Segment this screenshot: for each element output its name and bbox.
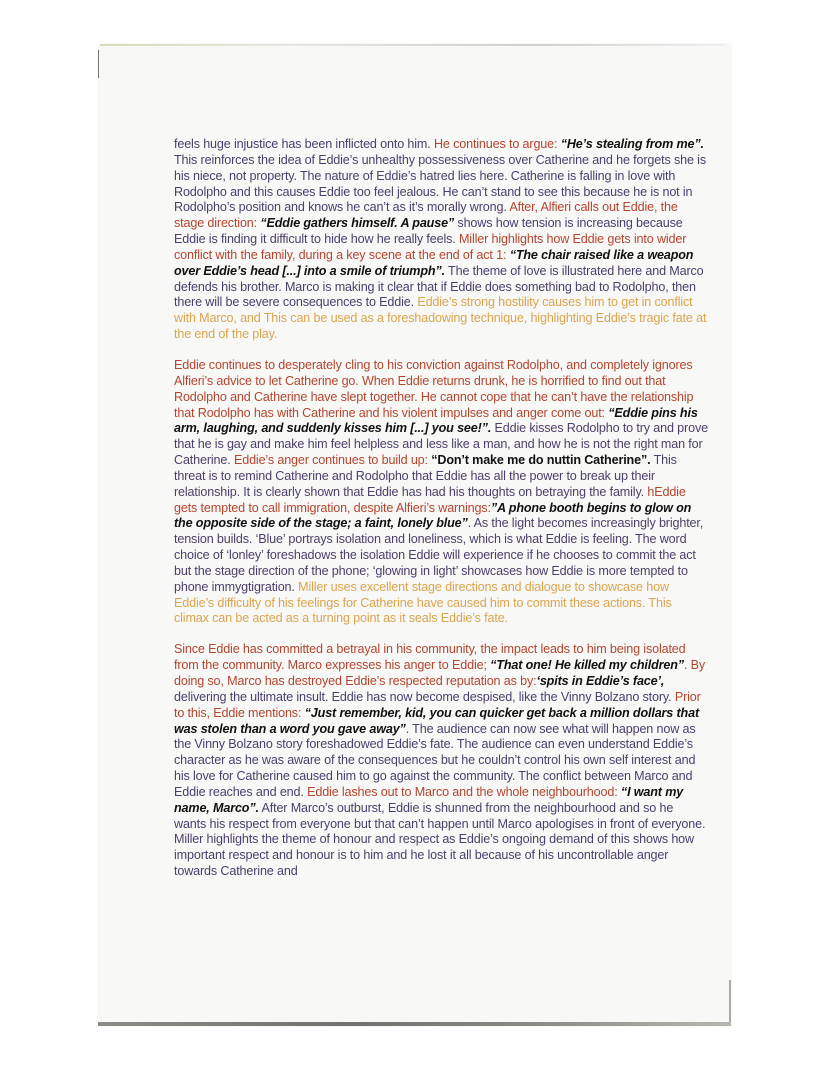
text-analysis-point: hEddie gets tempted to call immigration, despite Alfieri’s warnings: <box>174 484 686 515</box>
text-evaluation: Miller uses excellent stage directions and dialogue to showcase how Eddie’s difficulty of his feelings for Catherine have caused him to commit these actions. This climax can be acted as a turning point as it seals Eddie’s fate. <box>174 579 672 626</box>
text-quote: “The chair raised like a weapon over Eddie’s head [...] into a smile of triumph”. <box>174 247 694 278</box>
text-quote: “That one! He killed my children” <box>490 658 684 673</box>
text-quote: “Just remember, kid, you can quicker get back a million dollars that was stolen than a word you gave away” <box>174 705 699 736</box>
text-body: The theme of love is illustrated here and Marco defends his brother. Marco is making it clear that if Eddie does something bad to Rodolpho, then there will be severe consequences to Eddie. <box>174 263 704 310</box>
paragraph-1 <box>174 137 708 343</box>
text-body: This reinforces the idea of Eddie’s unhealthy possessiveness over Catherine and he forgets she is his niece, not property. The nature of Eddie’s hatred lies here. Catherine is falling in love with Rodolpho and this causes Eddie too feel jealous. He can’t stand to see this because he is not in Rodolpho’s position and knows he can’t as it’s morally wrong. <box>174 152 706 215</box>
text-quote: ”A phone booth begins to glow on the opposite side of the stage; a faint, lonely blue” <box>174 500 692 531</box>
text-quote: ‘spits in Eddie’s face’, <box>536 674 665 688</box>
paper-right-edge <box>729 980 731 1026</box>
text-body: After Marco’s outburst, Eddie is shunned from the neighbourhood and so he wants his respect from everyone but that can’t happen until Marco apologises in front of everyone. Miller highlights the theme of honour and respect as Eddie’s ongoing demand of this shows how important respect and honour is to him and he lost it all because of his uncontrollable anger towards Catherine and <box>174 800 706 879</box>
text-analysis-point: Eddie’s anger continues to build up: <box>233 453 432 468</box>
paper-bottom-edge <box>98 1022 731 1026</box>
text-quote: “Eddie gathers himself. A pause” <box>260 216 455 231</box>
text-quote: “Eddie pins his arm, laughing, and suddenly kisses him [...] you see!”. <box>174 405 698 436</box>
text-quote: “Don’t make me do nuttin Catherine”. <box>431 453 651 468</box>
essay-body <box>174 137 708 895</box>
paper-left-edge <box>98 50 99 78</box>
text-analysis-point: He continues to argue: <box>433 137 561 151</box>
text-body: feels huge injustice has been inflicted onto him. <box>174 137 434 151</box>
text-body: . The audience can now see what will happen now as the Vinny Bolzano story foreshadowed Eddie’s fate. The audience can even understand Eddie’s character as he was aware of the consequences but he couldn’t control his own self interest and his love for Catherine caused him to go against the community. The conflict between Marco and Eddie reaches and end. <box>174 721 696 799</box>
text-evaluation: Eddie’s strong hostility causes him to get in conflict with Marco, and This can be used as a foreshadowing technique, highlighting Eddie’s tragic fate at the end of the play. <box>174 295 707 342</box>
text-body: shows how tension is increasing because Eddie is finding it difficult to hide how he really feels. <box>174 216 683 247</box>
text-analysis-point: Prior to this, Eddie mentions: <box>174 689 701 720</box>
text-quote: “He’s stealing from me”. <box>560 137 704 151</box>
text-analysis-point: Eddie lashes out to Marco and the whole neighbourhood: <box>307 784 621 799</box>
text-body: This threat is to remind Catherine and Rodolpho that Eddie has all the power to break up their relationship. It is clearly shown that Eddie has had his thoughts on betraying the family. <box>174 453 677 499</box>
paragraph-2 <box>174 358 708 627</box>
text-body: Eddie kisses Rodolpho to try and prove that he is gay and make him feel helpless and less like a man, and how he is not the right man for Catherine. <box>174 421 708 468</box>
text-analysis-point: Eddie continues to desperately cling to his conviction against Rodolpho, and completely ignores Alfieri’s advice to let Catherine go. When Eddie returns drunk, he is horrified to find out that Rodolpho and Catherine have slept together. He cannot cope that he can’t have the relationship that Rodolpho has with Catherine and his violent impulses and anger come out: <box>174 357 694 420</box>
text-analysis-point: . By doing so, Marco has destroyed Eddie’s respected reputation as by: <box>174 658 706 688</box>
text-body: . As the light becomes increasingly brighter, tension builds. ‘Blue’ portrays isolation and loneliness, which is what Eddie is feeling. The word choice of ‘lonley’ foreshadows the isolation Eddie will experience if he chooses to commit the act but the stage direction of the phone; ‘glowing in light’ showcases how Eddie is more tempted to phone immygtigration. <box>174 516 704 594</box>
paragraph-3 <box>174 642 708 880</box>
text-analysis-point: Since Eddie has committed a betrayal in his community, the impact leads to him being isolated from the community. Marco expresses his anger to Eddie; <box>174 642 686 673</box>
text-body: delivering the ultimate insult. Eddie has now become despised, like the Vinny Bolzano story. <box>174 689 675 704</box>
paper-top-edge <box>100 44 725 46</box>
text-analysis-point: Miller highlights how Eddie gets into wider conflict with the family, during a key scene at the end of act 1: <box>174 232 687 262</box>
text-quote: “I want my name, Marco”. <box>174 784 684 815</box>
text-analysis-point: After, Alfieri calls out Eddie, the stage direction: <box>174 200 678 231</box>
